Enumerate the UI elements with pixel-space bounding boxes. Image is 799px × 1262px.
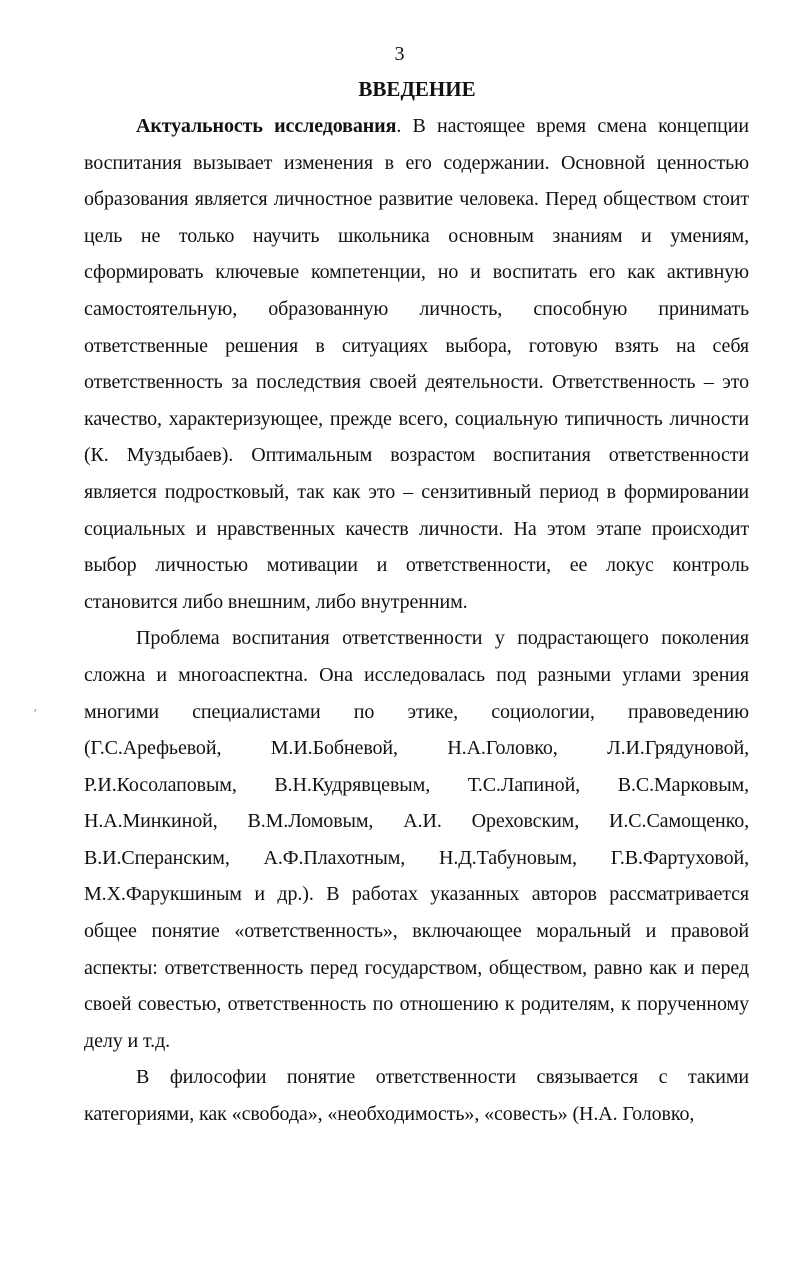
paragraph-problem: Проблема воспитания ответственности у подрастающего поколения сложна и многоаспектна. Она исследовалась под разными углами зрения многими специалистами по этике, социологии, правоведению (Г.С.Арефьевой, М.И.Бобневой, Н.А.Головко, Л.И.Грядуновой, Р.И.Косолаповым, В.Н.Кудрявцевым, Т.С.Лапиной, В.С.Марковым, Н.А.Минкиной, В.М.Ломовым, А.И. Ореховским, И.С.Самощенко, В.И.Сперанским, А.Ф.Плахотным, Н.Д.Табуновым, Г.В.Фартуховой, М.Х.Фарукшиным и др.). В работах указанных авторов рассматривается общее понятие «ответственность», включающее моральный и правовой аспекты: ответственность перед государством, обществом, равно как и перед своей совестью, ответственность по отношению к родителям, к порученному делу и т.д. [84,627,749,1052]
paragraph-philosophy: В философии понятие ответственности связывается с такими категориями, как «свобода», «необходимость», «совесть» (Н.А. Головко, [84,1066,749,1126]
relevance-lead: Актуальность исследования [136,115,397,137]
relevance-text: . В настоящее время смена концепции воспитания вызывает изменения в его содержании. Основной ценностью образования является личностное развитие человека. Перед обществом стоит цель не только научить школьника основным знаниям и умениям, сформировать ключевые компетенции, но и воспитать его как активную самостоятельную, образованную личность, способную принимать ответственные решения в ситуациях выбора, готовую взять на себя ответственность за последствия своей деятельности. Ответственность – это качество, характеризующее, прежде всего, социальную типичность личности (К. Муздыбаев). Оптимальным возрастом воспитания ответственности является подростковый, так как это – сензитивный период в формировании социальных и нравственных качеств личности. На этом этапе происходит выбор личностью мотивации и ответственности, ее локус контроль становится либо внешним, либо внутренним. [84,115,749,613]
paragraph-relevance [84,108,749,620]
section-heading: ВВЕДЕНИЕ [358,77,476,101]
body-text [84,108,749,1133]
margin-mark: ʹ [34,706,37,720]
page-number: 3 [394,43,405,65]
